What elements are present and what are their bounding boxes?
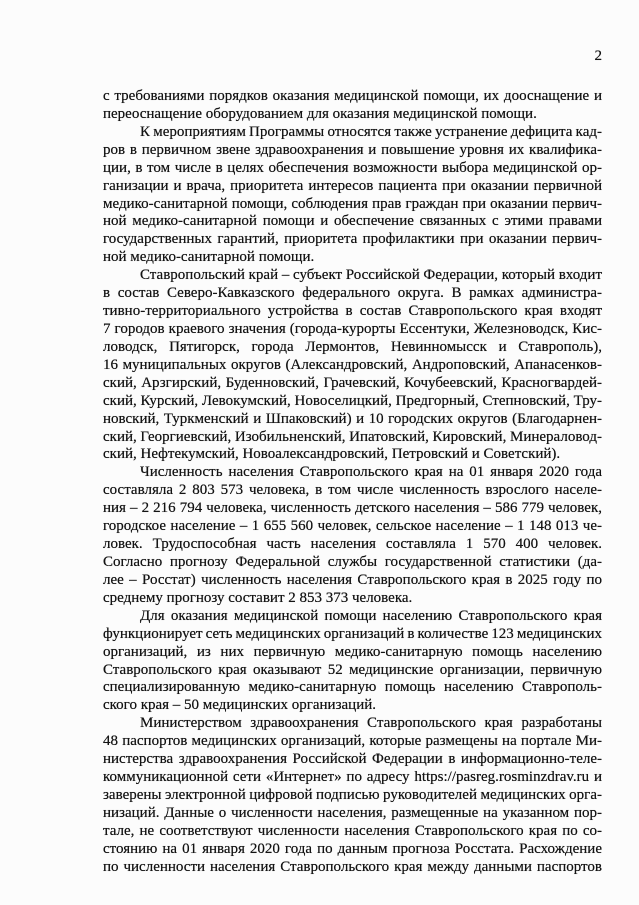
paragraph	[103, 608, 602, 716]
text-line: государственных гарантий, приоритета профилактики при оказании первич-	[103, 231, 602, 248]
text-line: низаций. Данные о численности населения, размещенные на указанном пор-	[103, 804, 602, 821]
text-line: ров в первичном звене здравоохранения и повышение уровня их квалифика-	[103, 141, 602, 158]
text-line: ной медико-санитарной помощи и обеспечение связанных с этими правами	[103, 213, 602, 230]
text-line: новский, Туркменский и Шпаковский) и 10 городских округов (Благодарнен-	[103, 410, 602, 427]
text-line: с требованиями порядков оказания медицинской помощи, их дооснащение и	[103, 88, 602, 104]
paragraph	[103, 267, 602, 464]
text-line: ловек. Трудоспособная часть населения составляла 1 570 400 человек.	[103, 536, 602, 553]
text-line: переоснащение оборудованием для оказания медицинской помощи.	[103, 105, 537, 122]
text-line: специализированную медико-санитарную помощь населению Ставрополь-	[103, 679, 602, 696]
text-line: медико-санитарной помощи, соблюдения прав граждан при оказании первич-	[103, 195, 602, 212]
text-line: составляла 2 803 573 человека, в том числе численность взрослого населе-	[103, 482, 602, 499]
paragraph	[103, 715, 602, 876]
text-line: ции, в том числе в целях обеспечения возможности выбора медицинской ор-	[103, 159, 602, 176]
text-line: стоянию на 01 января 2020 года по данным прогноза Росстата. Расхождение	[103, 840, 602, 857]
document-body	[103, 88, 602, 877]
text-line: К мероприятиям Программы относятся также устранение дефицита кад-	[140, 123, 602, 140]
text-line: городское население – 1 655 560 человек, сельское население – 1 148 013 че-	[103, 518, 602, 535]
paragraph	[103, 88, 602, 124]
text-line: в состав Северо-Кавказского федерального округа. В рамках администра-	[103, 285, 602, 302]
text-line: 7 городов краевого значения (города-курорты Ессентуки, Железноводск, Кис-	[103, 320, 602, 337]
text-line: ной медико-санитарной помощи.	[103, 249, 315, 266]
text-line: ский, Курский, Левокумский, Новоселицкий, Предгорный, Степновский, Тру-	[103, 392, 602, 409]
text-line: среднему прогнозу составит 2 853 373 человека.	[103, 589, 413, 606]
text-line: ского края – 50 медицинских организаций.	[103, 697, 377, 714]
text-line: тале, не соответствуют численности населения Ставропольского края по со-	[103, 822, 602, 839]
text-line: лее – Росстат) численность населения Ставропольского края в 2025 году по	[103, 571, 602, 588]
text-line: 16 муниципальных округов (Александровский, Андроповский, Апанасенков-	[103, 356, 602, 373]
text-line: 48 паспортов медицинских организаций, которые размещены на портале Ми-	[103, 733, 602, 750]
text-line: заверены электронной цифровой подписью руководителей медицинских орга-	[103, 786, 602, 803]
text-line: по численности населения Ставропольского края между данными паспортов	[103, 858, 602, 875]
text-line: ский, Нефтекумский, Новоалександровский, Петровский и Советский).	[103, 446, 561, 463]
page-number: 2	[594, 48, 602, 64]
text-line: нистерства здравоохранения Российской Федерации в информационно-теле-	[103, 751, 602, 768]
paragraph	[103, 464, 602, 607]
text-line: ловодск, Пятигорск, города Лермонтов, Невинномысск и Ставрополь),	[103, 338, 602, 355]
text-line: ганизации и врача, приоритета интересов пациента при оказании первичной	[103, 177, 602, 194]
text-line: Для оказания медицинской помощи населению Ставропольского края	[140, 607, 602, 624]
text-line: Ставропольского края оказывают 52 медицинские организации, первичную	[103, 661, 602, 678]
text-line: ния – 2 216 794 человека, численность детского населения – 586 779 человек,	[103, 500, 602, 517]
text-line: Численность населения Ставропольского края на 01 января 2020 года	[140, 464, 602, 481]
text-line: тивно-территориального устройства в состав Ставропольского края входят	[103, 303, 602, 320]
text-line: Ставропольский край – субъект Российской Федерации, который входит	[140, 267, 602, 284]
text-line: Согласно прогнозу Федеральной службы государственной статистики (да-	[103, 553, 602, 570]
text-line: ский, Георгиевский, Изобильненский, Ипатовский, Кировский, Минераловод-	[103, 428, 602, 445]
text-line: коммуникационной сети «Интернет» по адресу https://pasreg.rosminzdrav.ru и	[103, 769, 602, 786]
text-line: Министерством здравоохранения Ставропольского края разработаны	[140, 715, 602, 732]
text-line: организаций, из них первичную медико-санитарную помощь населению	[103, 643, 602, 660]
text-line: функционирует сеть медицинских организаций в количестве 123 медицинских	[103, 625, 602, 642]
paragraph	[103, 124, 602, 267]
text-line: ский, Арзгирский, Буденновский, Грачевский, Кочубеевский, Красногвардей-	[103, 374, 602, 391]
